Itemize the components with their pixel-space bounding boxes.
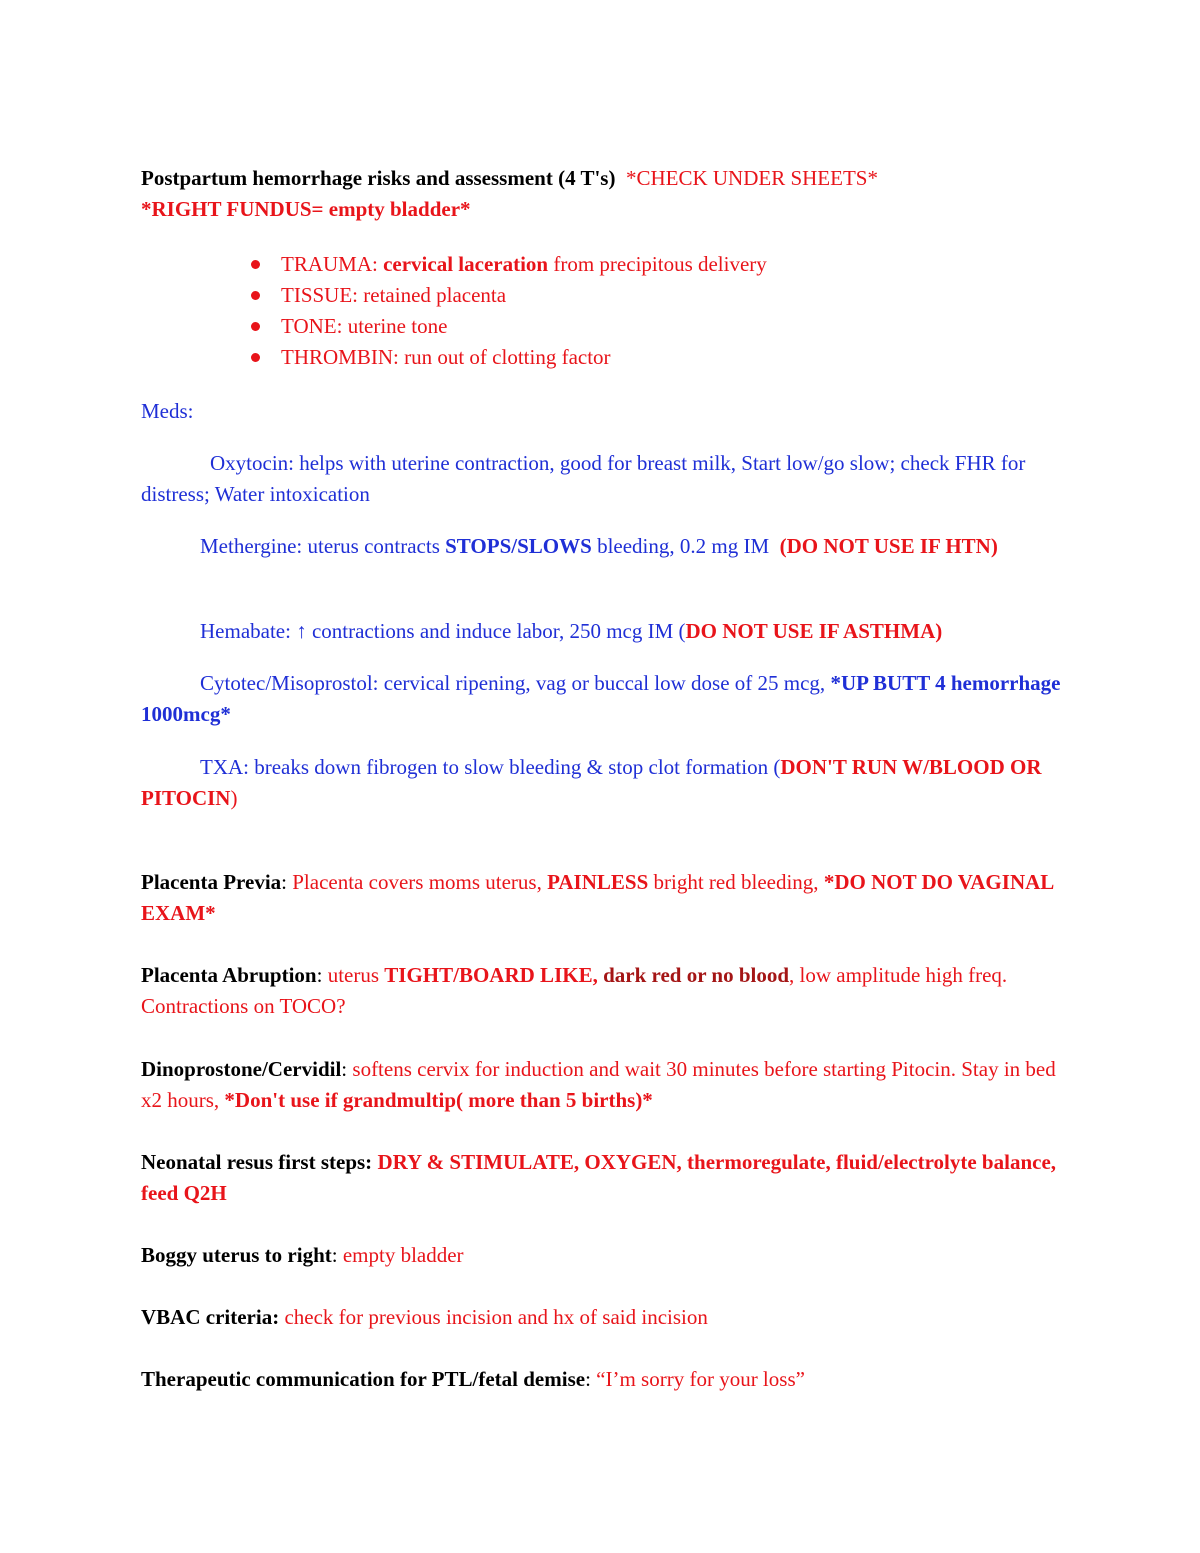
placenta-abruption-paragraph: Placenta Abruption: uterus TIGHT/BOARD LIKE, dark red or no blood, low amplitude high freq. Contractions on TOCO? [141,963,1008,1018]
pph-heading: Postpartum hemorrhage risks and assessment (4 T's) [141,166,616,190]
list-item: THROMBIN: run out of clotting factor [141,342,767,373]
therapeutic-communication-paragraph: Therapeutic communication for PTL/fetal demise: “I’m sorry for your loss” [141,1367,805,1391]
txa-warning: DON'T RUN W/BLOOD OR PITOCIN [141,755,1042,810]
neonatal-resus-term: Neonatal resus first steps: [141,1150,373,1174]
list-item: TRAUMA: cervical laceration from precipitous delivery [141,249,767,280]
oxytocin-paragraph: Oxytocin: helps with uterine contraction, good for breast milk, Start low/go slow; check FHR for distress; Water intoxication [141,451,1026,506]
hemabate-paragraph: Hemabate: ↑ contractions and induce labor, 250 mcg IM (DO NOT USE IF ASTHMA) [200,619,943,643]
bullet-icon [251,322,260,331]
list-item: TISSUE: retained placenta [141,280,767,311]
dinoprostone-paragraph: Dinoprostone/Cervidil: softens cervix for induction and wait 30 minutes before starting Pitocin. Stay in bed x2 hours, *Don't use if grandmultip( more than 5 births)* [141,1057,1056,1112]
list-item: TONE: uterine tone [141,311,767,342]
placenta-previa-paragraph: Placenta Previa: Placenta covers moms uterus, PAINLESS bright red bleeding, *DO NOT DO VAGINAL EXAM* [141,870,1054,925]
hemabate-warning: DO NOT USE IF ASTHMA [685,619,936,643]
meds-label: Meds: [141,399,194,423]
boggy-uterus-paragraph: Boggy uterus to right: empty bladder [141,1243,464,1267]
right-fundus-note: *RIGHT FUNDUS= empty bladder* [141,197,471,221]
dinoprostone-term: Dinoprostone/Cervidil [141,1057,342,1081]
therapeutic-communication-term: Therapeutic communication for PTL/fetal demise [141,1367,586,1391]
methergine-paragraph: Methergine: uterus contracts STOPS/SLOWS bleeding, 0.2 mg IM (DO NOT USE IF HTN) [200,534,998,558]
four-ts-list [141,249,767,373]
boggy-uterus-term: Boggy uterus to right [141,1243,332,1267]
pph-heading-paragraph [141,163,1061,225]
txa-paragraph: TXA: breaks down fibrogen to slow bleeding & stop clot formation (DON'T RUN W/BLOOD OR PITOCIN) [141,755,1042,810]
cytotec-hemorrhage-dose: *UP BUTT 4 hemorrhage 1000mcg* [141,671,1061,726]
vbac-paragraph: VBAC criteria: check for previous incision and hx of said incision [141,1305,708,1329]
placenta-abruption-term: Placenta Abruption [141,963,317,987]
bullet-icon [251,353,260,362]
bullet-icon [251,260,260,269]
check-sheets-note: *CHECK UNDER SHEETS* [625,166,878,190]
cytotec-paragraph: Cytotec/Misoprostol: cervical ripening, vag or buccal low dose of 25 mcg, *UP BUTT 4 hemorrhage 1000mcg* [141,671,1061,726]
bullet-icon [251,291,260,300]
previa-warning: *DO NOT DO VAGINAL EXAM* [141,870,1054,925]
methergine-warning: DO NOT USE IF HTN [786,534,991,558]
dinoprostone-warning: *Don't use if grandmultip( more than 5 births)* [224,1088,653,1112]
vbac-term: VBAC criteria: [141,1305,280,1329]
placenta-previa-term: Placenta Previa [141,870,282,894]
neonatal-resus-paragraph: Neonatal resus first steps: DRY & STIMULATE, OXYGEN, thermoregulate, fluid/electrolyte balance, feed Q2H [141,1150,1057,1205]
